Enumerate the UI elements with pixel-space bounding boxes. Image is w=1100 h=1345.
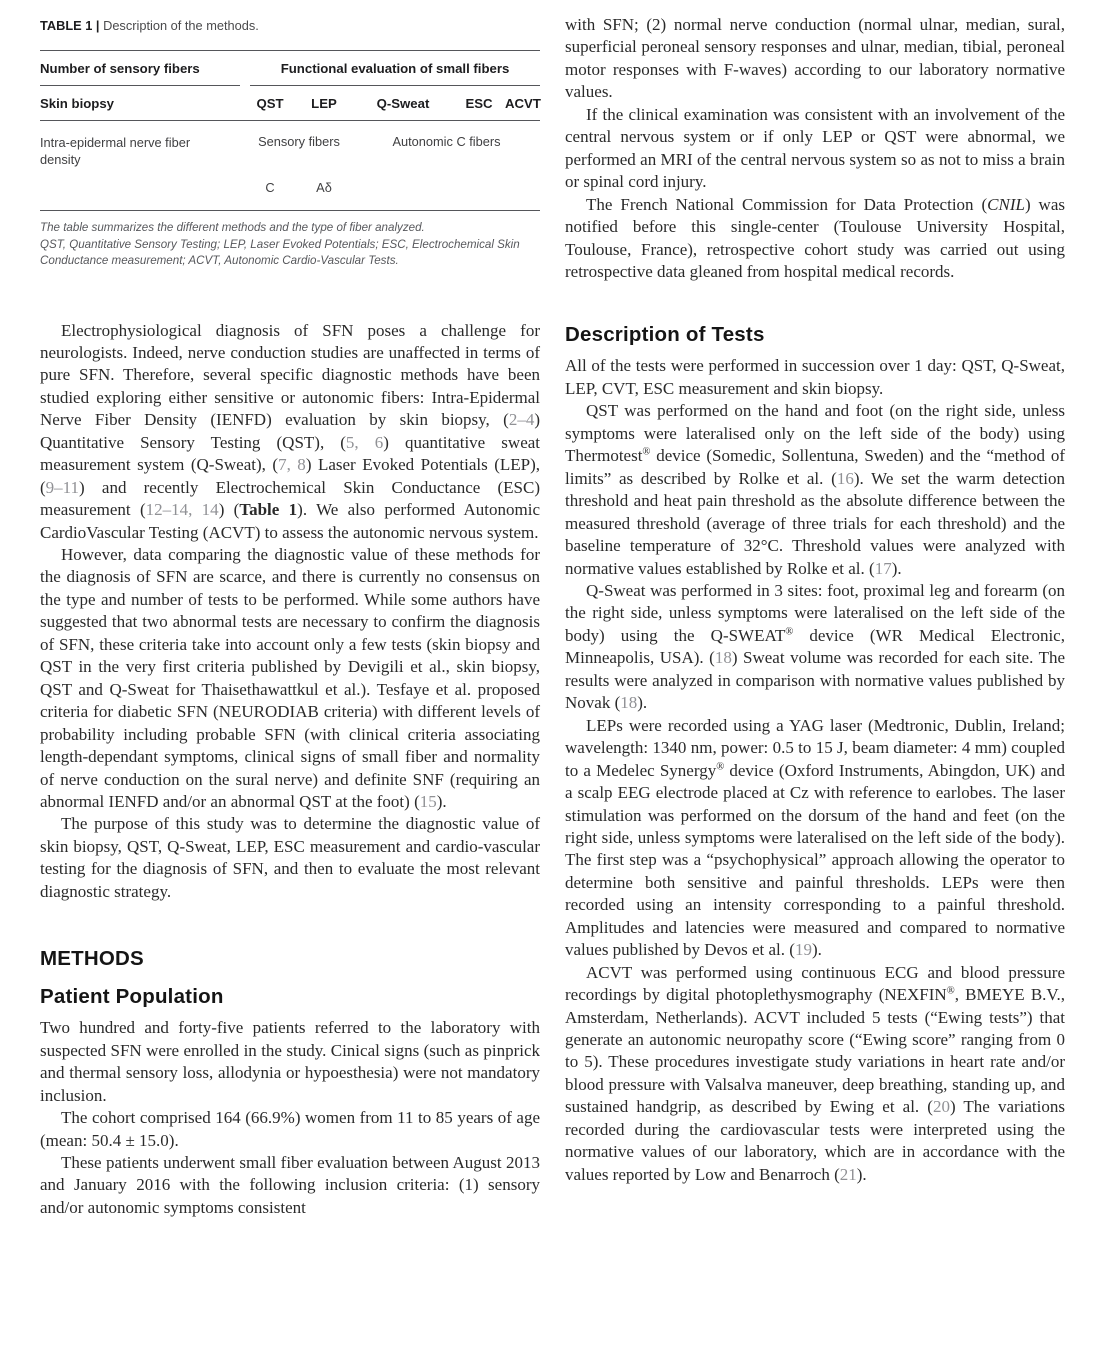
right-column (565, 14, 1065, 1345)
table1-footnote (40, 220, 540, 270)
citation-ref: 21 (839, 1164, 857, 1184)
table1-cell-empty (40, 180, 245, 195)
citation-ref: 19 (794, 940, 812, 960)
subsection-heading: Patient Population (40, 985, 224, 1009)
citation-ref: 9–11 (45, 477, 80, 497)
table1-cell-sensory-fibers: Sensory fibers (258, 134, 340, 149)
table1-footnote-line2: QST, Quantitative Sensory Testing; LEP, Laser Evoked Potentials; ESC, Electrochemical Skin Conductance measurement; ACVT, Autonomic Cardio-Vascular Tests. (40, 237, 520, 267)
paragraph: Q-Sweat was performed in 3 sites: foot, proximal leg and forearm (on the right side, unless symptoms were lateralised on the left side of the body) using the Q-SWEAT® device (WR Medical Electronic, Minneapolis, USA). (18) Sweat volume was recorded for each site. The results were analyzed in comparison with normative values published by Novak (18). (565, 580, 1065, 713)
paragraph: with SFN; (2) normal nerve conduction (normal ulnar, median, sural, superficial peroneal sensory responses and ulnar, median, tibial, peroneal motor responses with F-waves) according to our laboratory normative values. (565, 15, 1065, 102)
table1-col-header-lep: LEP (311, 96, 337, 111)
paragraph: If the clinical examination was consistent with an involvement of the central nervous system or if only LEP or QST were abnormal, we performed an MRI of the central nervous system so as not to miss a brain or spinal cord injury. (565, 104, 1065, 192)
table1-caption-text: Description of the methods. (99, 18, 259, 33)
table1 (40, 18, 540, 270)
table1-col-header-esc: ESC (465, 96, 493, 111)
citation-ref: 17 (874, 558, 892, 578)
table1-cell-empty-2 (353, 180, 540, 195)
table1-group-header-row (40, 51, 540, 86)
left-column-text (40, 320, 540, 1220)
table1-footnote-line1: The table summarizes the different methods and the type of fiber analyzed. (40, 221, 425, 234)
paragraph: The cohort comprised 164 (66.9%) women from 11 to 85 years of age (mean: 50.4 ± 15.0). (40, 1108, 540, 1150)
citation-ref: 12–14, 14 (145, 500, 219, 520)
table1-col-header-acvt: ACVT (505, 96, 541, 111)
paragraph: The purpose of this study was to determine the diagnostic value of skin biopsy, QST, Q-Sweat, LEP, ESC measurement and cardio-vascular testing for the diagnosis of SFN, and then to evaluate the most relevant diagnostic strategy. (40, 814, 540, 901)
paragraph: These patients underwent small fiber evaluation between August 2013 and January 2016 with the following inclusion criteria: (1) sensory and/or autonomic symptoms consistent (40, 1153, 540, 1217)
table1-caption-label: TABLE 1 | (40, 18, 100, 33)
table1-row-fiber-types (40, 168, 540, 211)
paragraph: QST was performed on the hand and foot (on the right side, unless symptoms were lateralised only on the left side of the body) using Thermotest® device (Somedic, Sollentuna, Sweden) and the “method of limits” as described by Rolke et al. (16). We set the warm detection threshold and heat pain threshold as the absolute difference between the measured threshold (average of three trials for each threshold) and the baseline temperature of 32°C. Threshold values were analyzed with normative values established by Rolke et al. (17). (565, 401, 1066, 578)
paragraph: Electrophysiological diagnosis of SFN poses a challenge for neurologists. Indeed, nerve conduction studies are unaffected in terms of pure SFN. Therefore, several specific diagnostic methods have been studied exploring either sensitive or autonomic fibers: Intra-Epidermal Nerve Fiber Density (IENFD) evaluation by skin biopsy, (2–4) Quantitative Sensory Testing (QST), (5, 6) quantitative sweat measurement system (Q-Sweat), (7, 8) Laser Evoked Potentials (LEP), (9–11) and recently Electrochemical Skin Conductance (ESC) measurement (12–14, 14) (Table 1). We also performed Autonomic CardioVascular Testing (ACVT) to assess the autonomic nervous system. (40, 320, 541, 542)
table1-col-header-skin-biopsy: Skin biopsy (40, 96, 115, 111)
right-column-text (565, 14, 1065, 1186)
section-heading: METHODS (40, 947, 144, 971)
paragraph: Two hundred and forty-five patients referred to the laboratory with suspected SFN were enrolled in the study. Cinical signs (such as pinprick and thermal sensory loss, allodynia or hypoesthesia) were not mandatory inclusion. (40, 1018, 540, 1105)
table1-group-header-right: Functional evaluation of small fibers (250, 51, 540, 86)
table1-column-header-row (40, 86, 540, 121)
citation-ref: 18 (620, 693, 638, 713)
subsection-heading: Description of Tests (565, 323, 765, 347)
left-column (40, 14, 540, 1345)
citation-ref: 20 (932, 1097, 950, 1117)
table1-group-header-left: Number of sensory fibers (40, 51, 240, 86)
citation-ref: 16 (836, 468, 854, 488)
paragraph: LEPs were recorded using a YAG laser (Medtronic, Dublin, Ireland; wavelength: 1340 nm, power: 0.5 to 15 J, beam diameter: 4 mm) coupled to a Medelec Synergy® device (Oxford Instruments, Abingdon, UK) and a scalp EEG electrode placed at Cz with reference to earlobes. The laser stimulation was performed on the dorsum of the hand and feet (on the right side, unless symptoms were lateralised on the left side of the body). The first step was a “psychophysical” approach allowing the operator to determine both sensitive and painful thresholds. LEPs were then recorded using an intensity corresponding to a painful threshold. Amplitudes and latencies were measured and compared to normative values published by Devos et al. (19). (565, 715, 1065, 960)
paragraph: All of the tests were performed in succession over 1 day: QST, Q-Sweat, LEP, CVT, ESC measurement and skin biopsy. (565, 356, 1065, 398)
table1-col-header-qst: QST (256, 96, 284, 111)
citation-ref: 18 (714, 648, 732, 668)
citation-ref: 7, 8 (278, 455, 306, 475)
table1-cell-c-fiber: C (265, 180, 275, 195)
citation-ref: 2–4 (508, 410, 535, 430)
paragraph: The French National Commission for Data Protection (CNIL) was notified before this single-center (Toulouse University Hospital, Toulouse, France), retrospective cohort study was carried out using retrospective data gleaned from hospital medical records. (565, 194, 1065, 281)
table1-cell-a-delta-fiber: Aδ (316, 180, 332, 195)
table1-cell-ienfd-label: Intra-epidermal nerve fiber density (40, 135, 191, 167)
table1-row-ienfd (40, 121, 540, 168)
citation-ref: 5, 6 (345, 432, 384, 452)
paragraph: ACVT was performed using continuous ECG and blood pressure recordings by digital photoplethysmography (NEXFIN®, BMEYE B.V., Amsterdam, Netherlands). ACVT included 5 tests (“Ewing tests”) that generate an autonomic neuropathy score (“Ewing score” ranging from 0 to 5). These procedures investigate study variations in heart rate and/or blood pressure with Valsalva maneuver, deep breathing, standing up, and sustained handgrip, as described by Ewing et al. (20) The variations recorded during the cardiovascular tests were interpreted using the normative values of our laboratory, which are in accordance with the values reported by Low and Benarroch (21). (565, 962, 1065, 1184)
paragraph: However, data comparing the diagnostic value of these methods for the diagnosis of SFN are scarce, and there is currently no consensus on the type and number of tests to be performed. While some authors have suggested that two abnormal tests are necessary to confirm the diagnosis of SFN, these criteria take into account only a few tests (skin biopsy and QST in the very first criteria published by Devigili et al., skin biopsy, QST and Q-Sweat for Thaisethawattkul et al.). Tesfaye et al. proposed criteria for diabetic SFN (NEURODIAB criteria) with different levels of probability including probable SFN (with clinical criteria associating length-dependant symptoms, clinical signs of small fiber and normality of nerve conduction on the sural nerve) and definite SNF (requiring an abnormal IENFD and/or an abnormal QST at the foot) (15). (40, 545, 540, 812)
citation-ref: 15 (419, 792, 437, 812)
table1-caption (40, 18, 540, 33)
table1-col-header-qsweat: Q-Sweat (376, 96, 430, 111)
table1-cell-autonomic-c-fibers: Autonomic C fibers (392, 134, 501, 149)
